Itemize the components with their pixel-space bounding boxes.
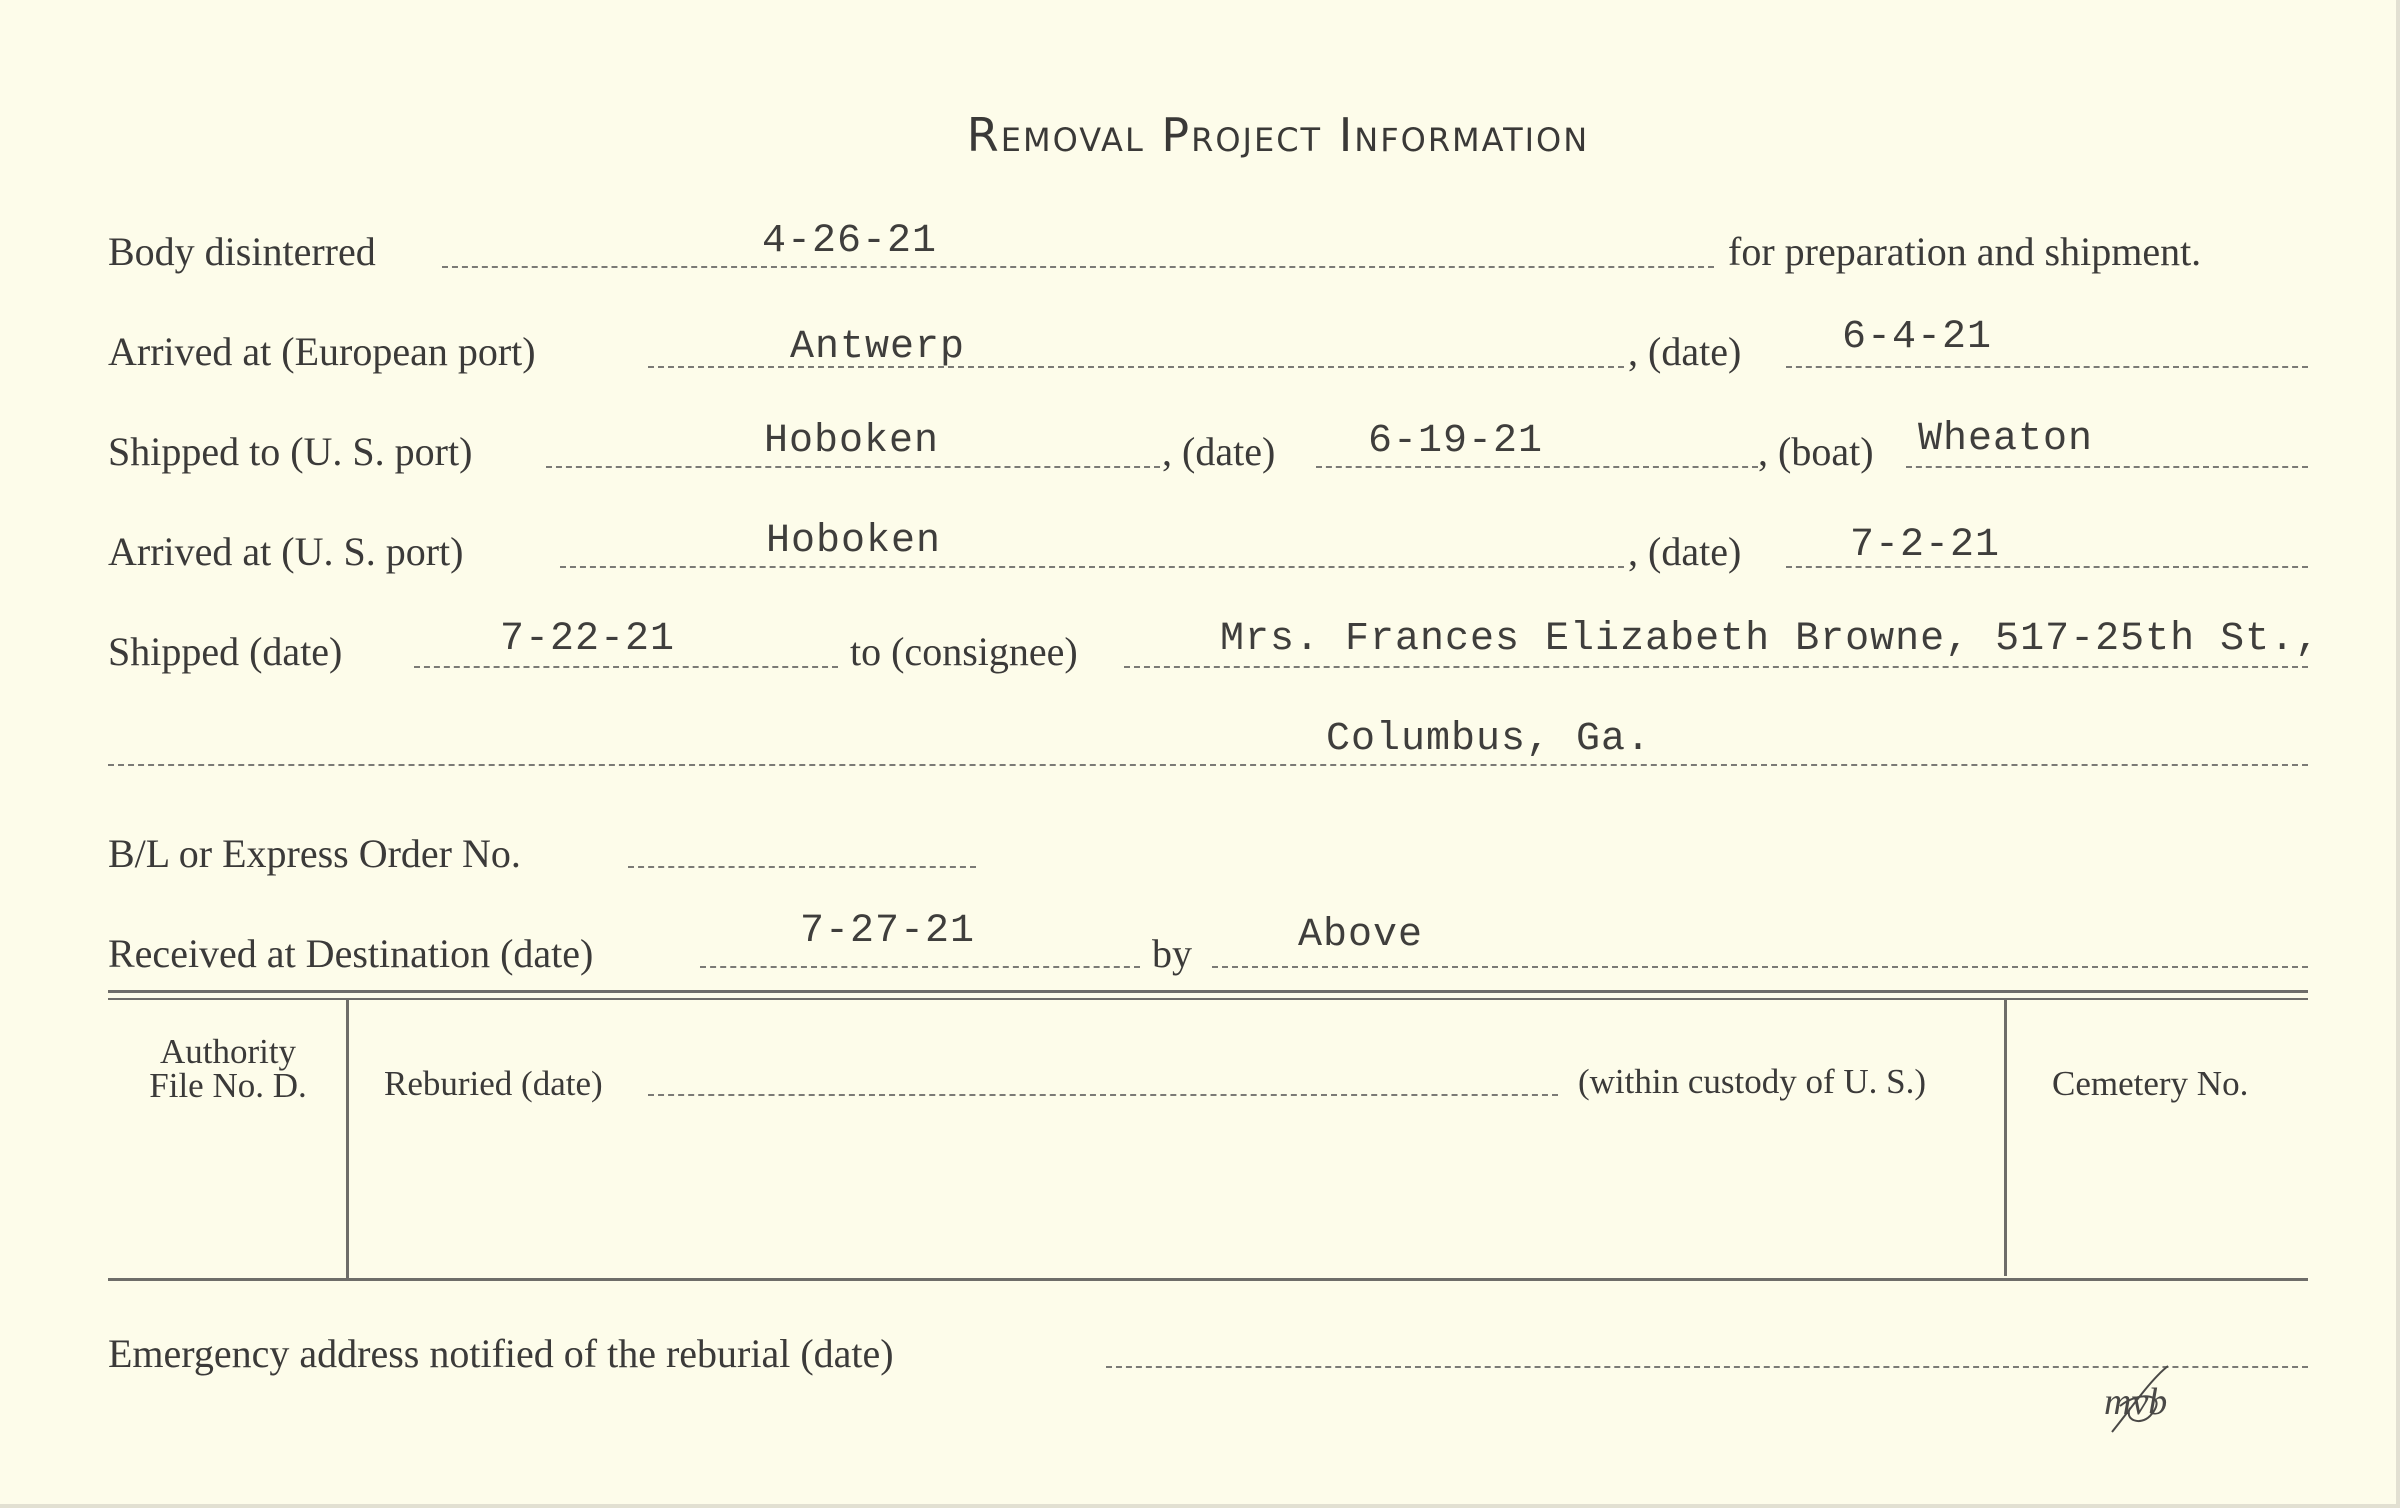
european-port-value: Antwerp <box>790 325 966 370</box>
us-shipped-date-line <box>1316 466 1758 468</box>
european-date-value: 6-4-21 <box>1842 315 1993 360</box>
received-by-line <box>1212 966 2308 968</box>
arrived-european-label: Arrived at (European port) <box>108 329 536 374</box>
received-destination-label: Received at Destination (date) <box>108 931 594 976</box>
boat-value: Wheaton <box>1918 417 2094 462</box>
box-top-rule-double <box>108 998 2308 1000</box>
file-no-label: File No. D. <box>149 1066 307 1105</box>
within-custody-label: (within custody of U. S.) <box>1578 1062 1927 1101</box>
us-port-shipped-line <box>546 466 1160 468</box>
european-date-line <box>1786 366 2308 368</box>
boat-line <box>1906 466 2308 468</box>
shipped-date-value: 7-22-21 <box>500 617 676 662</box>
us-shipped-date-value: 6-19-21 <box>1368 419 1544 464</box>
emergency-label: Emergency address notified of the reburial (date) <box>108 1331 894 1376</box>
received-date-line <box>700 966 1140 968</box>
us-port-shipped-value: Hoboken <box>764 419 940 464</box>
us-port-arrived-line <box>560 566 1624 568</box>
arrived-us-label: Arrived at (U. S. port) <box>108 529 464 574</box>
us-arrived-date-value: 7-2-21 <box>1850 523 2001 568</box>
reburied-label: Reburied (date) <box>384 1064 603 1103</box>
box-divider-left <box>346 1000 349 1278</box>
form-title: Removal Project Information <box>966 108 1590 162</box>
cemetery-no-label: Cemetery No. <box>2052 1064 2249 1103</box>
date3-label: , (date) <box>1628 529 1742 574</box>
initials-text: mvb <box>2104 1381 2168 1423</box>
boat-label: , (boat) <box>1758 429 1874 474</box>
consignee-value-line1: Mrs. Frances Elizabeth Browne, 517-25th St., <box>1220 617 2321 662</box>
box-divider-right <box>2004 1000 2007 1276</box>
consignee-line <box>1124 666 2308 668</box>
for-preparation-label: for preparation and shipment. <box>1728 229 2202 274</box>
date2-label: , (date) <box>1162 429 1276 474</box>
authority-label: Authority <box>159 1032 297 1071</box>
box-top-rule <box>108 990 2308 993</box>
received-by-value: Above <box>1298 913 1424 958</box>
consignee-continuation-line <box>108 764 2308 766</box>
consignee-value-line2: Columbus, Ga. <box>1326 717 1652 762</box>
shipped-date-line <box>414 666 838 668</box>
body-disinterred-label: Body disinterred <box>108 229 376 274</box>
box-bottom-rule <box>108 1278 2308 1281</box>
to-consignee-label: to (consignee) <box>850 629 1078 674</box>
shipped-date-label: Shipped (date) <box>108 629 343 674</box>
bl-express-label: B/L or Express Order No. <box>108 831 521 876</box>
disinterred-date-value: 4-26-21 <box>762 219 938 264</box>
date1-label: , (date) <box>1628 329 1742 374</box>
us-port-arrived-value: Hoboken <box>766 519 942 564</box>
bl-express-line <box>628 866 976 868</box>
reburied-line <box>648 1094 1558 1096</box>
disinterred-line <box>442 266 1714 268</box>
shipped-to-us-label: Shipped to (U. S. port) <box>108 429 473 474</box>
received-date-value: 7-27-21 <box>800 909 976 954</box>
by-label: by <box>1152 931 1192 976</box>
